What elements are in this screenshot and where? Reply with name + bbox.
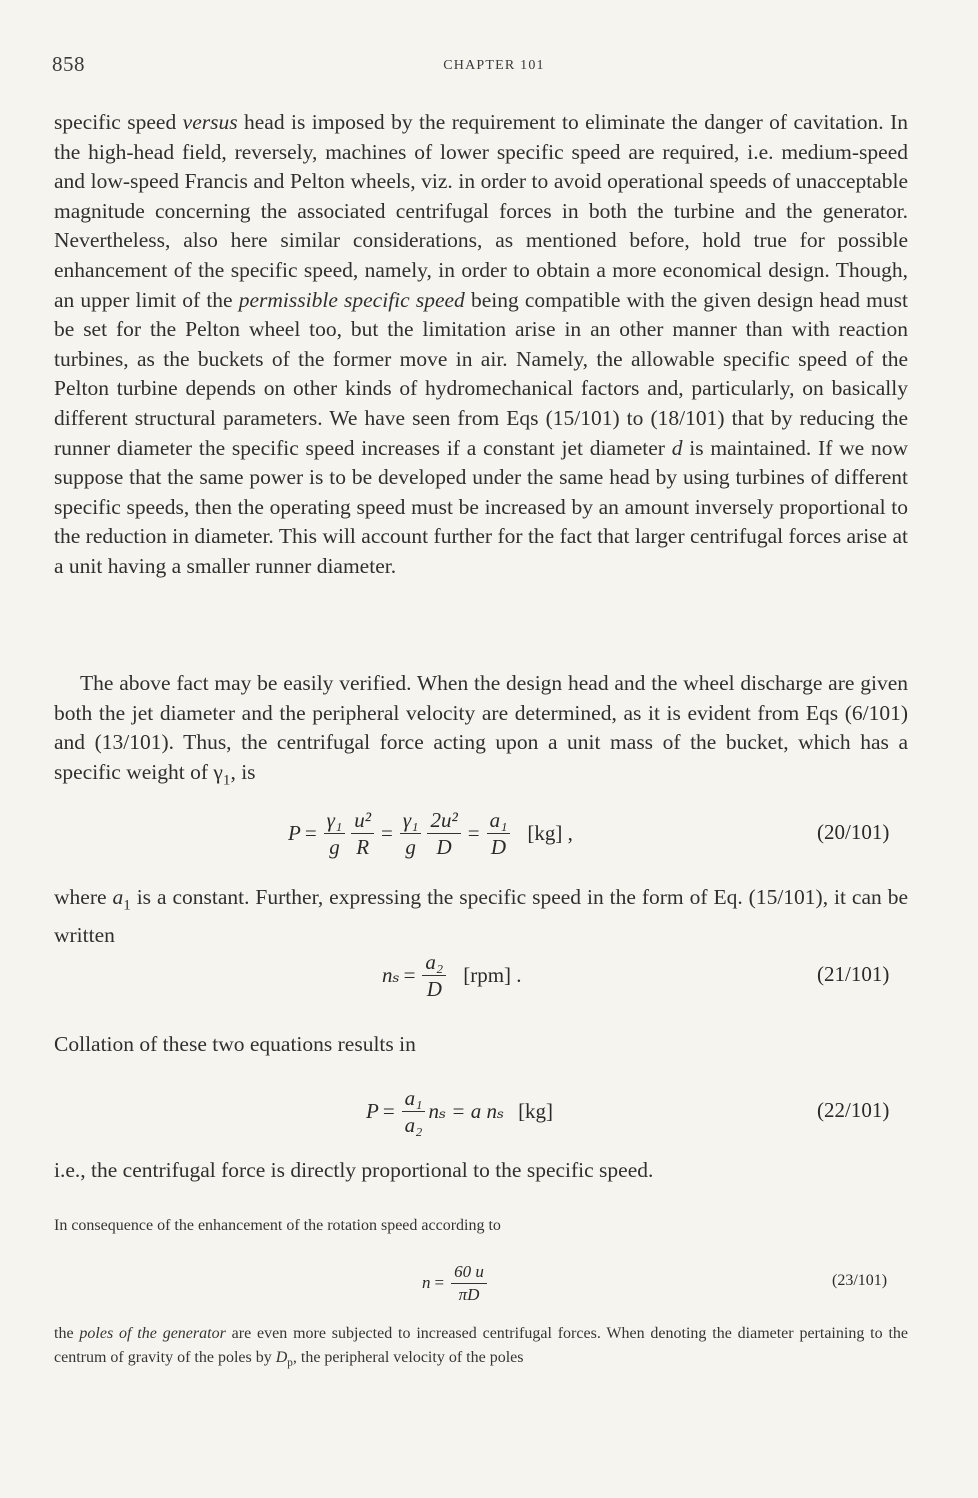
eq22-lhs: P [366, 1098, 379, 1123]
eq20-frac4 [427, 807, 460, 860]
eq20-f1-den: g [329, 834, 340, 859]
p1-text-b: head is imposed by the requirement to eliminate the danger of cavitation. In the high-head field, reversely, machines of lower specific speed are required, i.e. medium-speed and low-speed Francis and Pelton wheels, viz. in order to avoid operational speeds of unacceptable magnitude concerning the associated centrifugal forces in both the turbine and the generator. Nevertheless, also here similar considerations, as mentioned before, hold true for possible enhancement of the specific speed, namely, in order to obtain a more economical design. Though, an upper limit of the [54, 110, 908, 312]
p1-text-a: specific speed [54, 110, 183, 134]
p2-end: , is [230, 759, 256, 784]
eq23-num: 60 u [451, 1261, 487, 1284]
eq23-frac [451, 1261, 487, 1306]
equation-20 [0, 798, 978, 868]
eq20-number: (20/101) [817, 820, 890, 844]
eq20-f2-den: R [356, 834, 370, 859]
p5-text: i.e., the centrifugal force is directly proportional to the specific speed. [54, 1158, 654, 1182]
p7-var: D [275, 1349, 288, 1366]
eq20-frac2 [351, 807, 374, 860]
p7-b: are even more subjected to increased centrifugal forces. When denoting the diameter pertaining to the centrum of gravity of the poles by [54, 1325, 908, 1366]
p1-var-d: d [671, 435, 683, 460]
eq20-f2-num: u² [351, 807, 374, 834]
eq21-number: (21/101) [817, 962, 890, 986]
eq20-f4-den: D [436, 834, 452, 859]
eq20-lhs: P [288, 820, 301, 845]
equation-21 [0, 940, 978, 1010]
p2-sub: 1 [222, 772, 231, 789]
p7-c: , the peripheral velocity of the poles [292, 1349, 524, 1366]
p3-var: a [112, 885, 124, 909]
running-head: CHAPTER 101 [443, 58, 545, 73]
p2-text: The above fact may be easily verified. When the design head and the wheel discharge are given both the jet diameter and the peripheral velocity are determined, as it is evident from Eqs (6/101) and (13/101). Thus, the centrifugal force acting upon a unit mass of the bucket, which has a specific weight of γ [54, 671, 908, 784]
eq20-f5-den: D [490, 834, 507, 859]
eq20-frac5 [487, 807, 511, 860]
paragraph-7 [54, 1322, 908, 1375]
eq22-frac [402, 1085, 426, 1138]
p7-em: poles of the generator [79, 1325, 226, 1342]
eq21-frac [422, 949, 446, 1002]
eq22-number: (22/101) [817, 1098, 890, 1122]
equation-22 [0, 1076, 978, 1146]
equation-23 [0, 1248, 978, 1318]
eq21-eq: = [403, 962, 416, 987]
eq22-den: a₂ [404, 1112, 423, 1137]
eq20-eq1: = [304, 820, 317, 845]
p6-text: In consequence of the enhancement of the rotation speed according to [54, 1217, 501, 1234]
eq21-unit: [rpm] . [463, 962, 522, 987]
eq20-frac3 [400, 807, 422, 860]
p3-sub: 1 [123, 897, 131, 914]
eq23-lhs: n [422, 1273, 431, 1292]
paragraph-6 [54, 1214, 908, 1238]
eq21-den: D [426, 976, 442, 1001]
eq22-eq: = [382, 1098, 395, 1123]
eq23-eq: = [434, 1273, 445, 1292]
p1-em-versus: versus [182, 110, 238, 134]
eq21-num: a₂ [422, 949, 446, 976]
paragraph-4 [54, 1030, 908, 1060]
eq20-eq3: = [467, 820, 480, 845]
eq20-f4-num: 2u² [427, 807, 460, 834]
eq20-frac1 [324, 807, 346, 860]
eq20-eq2: = [381, 820, 393, 845]
eq20-unit: [kg] , [527, 820, 573, 845]
p1-text-d: is maintained. If we now suppose that the same power is to be developed under the same head by using turbines of different specific speeds, then the operating speed must be increased by an amount inversely proportional to the reduction in diameter. This will account further for the fact that larger centrifugal forces arise at a unit having a smaller runner diameter. [54, 435, 909, 578]
p1-em-permissible: permissible specific speed [238, 287, 465, 312]
eq21-lhs: nₛ [382, 962, 400, 987]
eq20-f1-num: γ₁ [324, 807, 346, 834]
eq22-num: a₁ [402, 1085, 426, 1112]
eq22-unit: [kg] [518, 1098, 554, 1123]
eq20-f5-num: a₁ [487, 807, 511, 834]
p1-text-c: being compatible with the given design head must be set for the Pelton wheel too, but the limitation arise in an other manner than with reaction turbines, as the buckets of the former move in air. Namely, the allowable specific speed of the Pelton turbine depends on other kinds of hydromechanical factors and, particularly, on basically different structural parameters. We have seen from Eqs (15/101) to (18/101) that by reducing the runner diameter the specific speed increases if a constant jet diameter [54, 287, 908, 460]
p3-a: where [54, 885, 113, 909]
eq22-mid: nₛ = a nₛ [428, 1098, 505, 1123]
eq23-number: (23/101) [832, 1272, 888, 1289]
eq23-den: πD [458, 1284, 480, 1304]
paragraph-1 [54, 108, 908, 582]
paragraph-5 [54, 1156, 908, 1186]
page-number: 858 [52, 52, 85, 76]
p3-b: is a constant. Further, expressing the specific speed in the form of Eq. (15/101), it can be written [54, 885, 908, 947]
eq20-f3-num: γ₁ [400, 807, 422, 834]
p7-sub: p [287, 1357, 293, 1370]
paragraph-2 [54, 669, 908, 796]
eq20-f3-den: g [405, 834, 416, 859]
p7-a: the [54, 1325, 80, 1342]
p4-text: Collation of these two equations results in [54, 1032, 416, 1056]
